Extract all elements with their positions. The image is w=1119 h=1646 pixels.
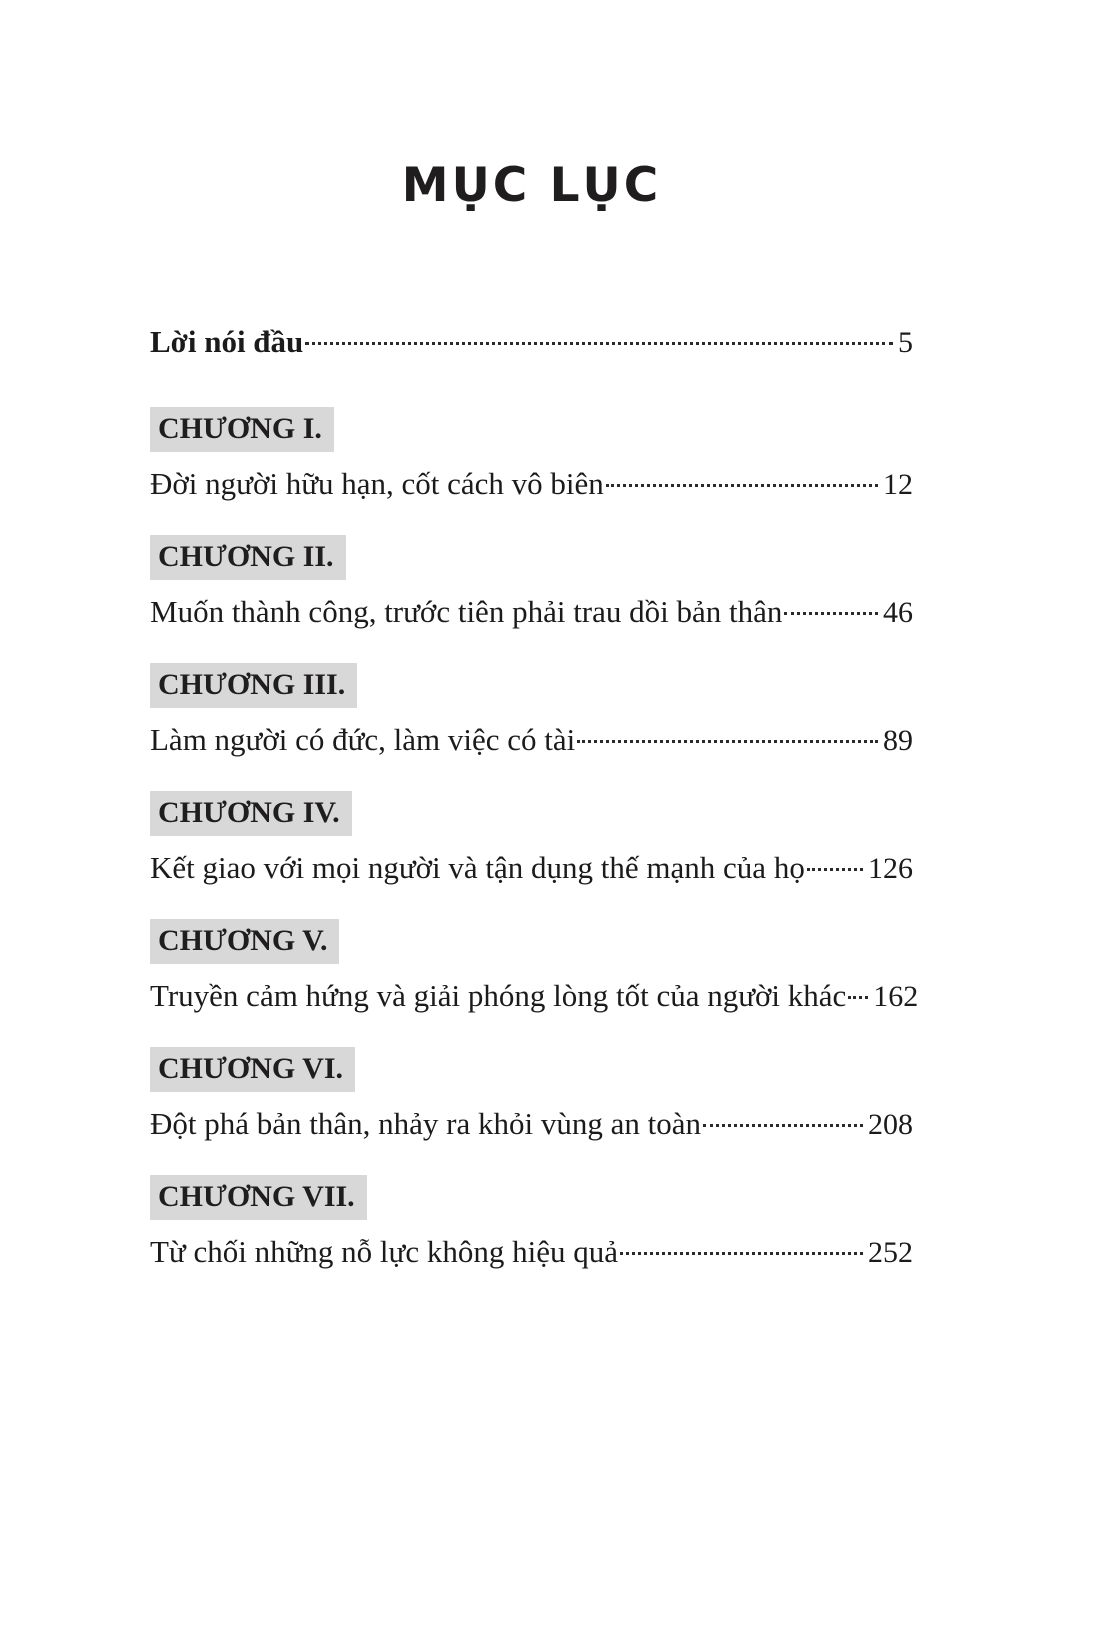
dot-leader	[606, 484, 878, 487]
preface-label: Lời nói đầu	[150, 324, 304, 359]
chapter-page-number: 12	[883, 468, 913, 501]
chapter-title: Đời người hữu hạn, cốt cách vô biên	[150, 466, 604, 501]
chapter-heading: CHƯƠNG I.	[150, 407, 334, 452]
toc-entry-preface	[150, 321, 913, 364]
dot-leader	[703, 1124, 863, 1127]
toc-chapter-7	[150, 1175, 913, 1274]
toc-content	[150, 0, 919, 1274]
dot-leader	[577, 740, 878, 743]
toc-entry	[150, 591, 913, 634]
dot-leader	[620, 1252, 863, 1255]
dot-leader	[807, 868, 863, 871]
chapter-page-number: 208	[868, 1108, 913, 1141]
dot-leader	[784, 612, 878, 615]
chapter-heading: CHƯƠNG III.	[150, 663, 357, 708]
chapter-title: Truyền cảm hứng và giải phóng lòng tốt của người khác	[150, 978, 847, 1013]
toc-chapter-1	[150, 407, 913, 506]
toc-chapter-2	[150, 535, 913, 634]
preface-page-number: 5	[898, 326, 913, 359]
toc-entry	[150, 1103, 913, 1146]
chapter-title: Từ chối những nỗ lực không hiệu quả	[150, 1234, 618, 1269]
chapter-title: Kết giao với mọi người và tận dụng thế mạnh của họ	[150, 850, 805, 885]
page-title: MỤC LỤC	[401, 158, 662, 213]
table-of-contents	[150, 321, 919, 1274]
toc-entry	[150, 975, 919, 1018]
dot-leader	[305, 342, 893, 345]
toc-entry	[150, 719, 913, 762]
toc-entry	[150, 463, 913, 506]
chapter-title: Muốn thành công, trước tiên phải trau dồi bản thân	[150, 594, 783, 629]
chapter-heading: CHƯƠNG VI.	[150, 1047, 355, 1092]
toc-chapter-4	[150, 791, 913, 890]
chapter-title: Đột phá bản thân, nhảy ra khỏi vùng an toàn	[150, 1106, 701, 1141]
chapter-page-number: 46	[883, 596, 913, 629]
chapter-page-number: 89	[883, 724, 913, 757]
chapter-heading: CHƯƠNG V.	[150, 919, 339, 964]
chapter-title: Làm người có đức, làm việc có tài	[150, 722, 576, 757]
toc-chapter-6	[150, 1047, 913, 1146]
chapter-page-number: 126	[868, 852, 913, 885]
toc-chapter-5	[150, 919, 919, 1018]
toc-entry	[150, 847, 913, 890]
dot-leader	[848, 996, 868, 999]
chapter-heading: CHƯƠNG II.	[150, 535, 346, 580]
chapter-page-number: 252	[868, 1236, 913, 1269]
chapter-heading: CHƯƠNG IV.	[150, 791, 352, 836]
toc-chapter-3	[150, 663, 913, 762]
toc-entry	[150, 1231, 913, 1274]
chapter-page-number: 162	[873, 980, 919, 1013]
chapter-heading: CHƯƠNG VII.	[150, 1175, 367, 1220]
